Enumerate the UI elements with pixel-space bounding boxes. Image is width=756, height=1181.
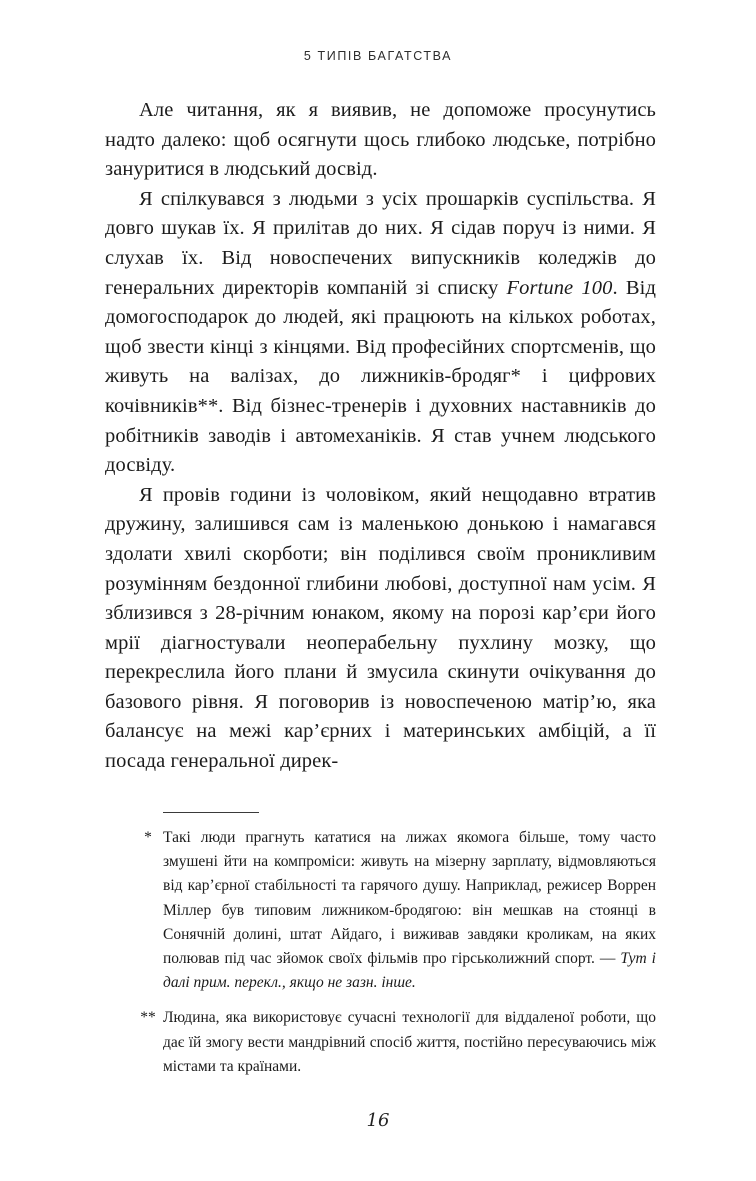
text-run: Я спілкувався з людьми з усіх прошарків суспільства. Я довго шукав їх. Я прилітав до них. Я сідав поруч із ними. Я слухав їх. Від новоспечених випускників коледжів до генеральних директорів компаній зі списку <box>105 187 656 299</box>
text-run: Такі люди прагнуть кататися на лижах якомога більше, тому часто змушені йти на компроміси: живуть на мізерну зарплату, відмовляються від кар’єрної стабільності та гарячого душу. Наприклад, режисер Воррен Міллер був типовим лижником-бродягою: він мешкав на стоянці в Сонячній долині, штат Айдаго, і виживав завдяки кроликам, на яких полював під час зйомок своїх фільмів про гірськолижний спорт. — <box>163 829 656 968</box>
footnote-marker: * <box>144 829 152 846</box>
text-run: . Від домогосподарок до людей, які працюють на кількох роботах, щоб звести кінці з кінцями. Від професійних спортсменів, що живуть на валізах, до лижників-бродяг* і цифрових кочівників**. Від бізнес-тренерів і духовних наставників до робітників заводів і автомеханіків. Я став учнем людського досвіду. <box>105 276 656 477</box>
footnote-marker: ** <box>140 1009 156 1027</box>
body-text <box>105 96 656 777</box>
footnotes-section <box>137 812 656 1090</box>
text-run: Людина, яка використовує сучасні технології для віддаленої роботи, що дає їй змогу вести мандрівний спосіб життя, постійно пересуваючись між містами та країнами. <box>163 1009 656 1075</box>
body-paragraph <box>105 96 656 185</box>
page-number: 16 <box>366 1110 390 1131</box>
footnote-separator-rule <box>163 812 259 813</box>
footnote-item <box>137 826 656 995</box>
footnote-item <box>137 1006 656 1079</box>
text-run: Я провів години із чоловіком, який нещодавно втратив дружину, залишився сам із маленькою донькою і намагався здолати хвилі скорботи; він поділився своїм проникливим розумінням бездонної глибини любові, доступної нам усім. Я зблизився з 28-річним юнаком, якому на порозі кар’єри його мрії діагностували неоперабельну пухлину мозку, що перекреслила його плани й змусила скинути очікування до базового рівня. Я поговорив із новоспеченою матір’ю, яка балансує на межі кар’єрних і материнських амбіцій, а її посада генеральної дирек- <box>105 483 656 773</box>
footnote-text <box>163 826 656 995</box>
italic-text-run: Fortune 100 <box>506 276 613 299</box>
footnote-list <box>137 826 656 1079</box>
italic-text-run: Тут і далі прим. перекл., якщо не зазн. інше. <box>163 950 656 992</box>
body-paragraph <box>105 481 656 777</box>
running-head: 5 ТИПІВ БАГАТСТВА <box>303 49 453 63</box>
footnote-text <box>163 1006 656 1079</box>
text-run: Але читання, як я виявив, не допоможе просунутись надто далеко: щоб осягнути щось глибоко людське, потрібно зануритися в людський досвід. <box>105 99 656 181</box>
body-paragraph <box>105 185 656 481</box>
